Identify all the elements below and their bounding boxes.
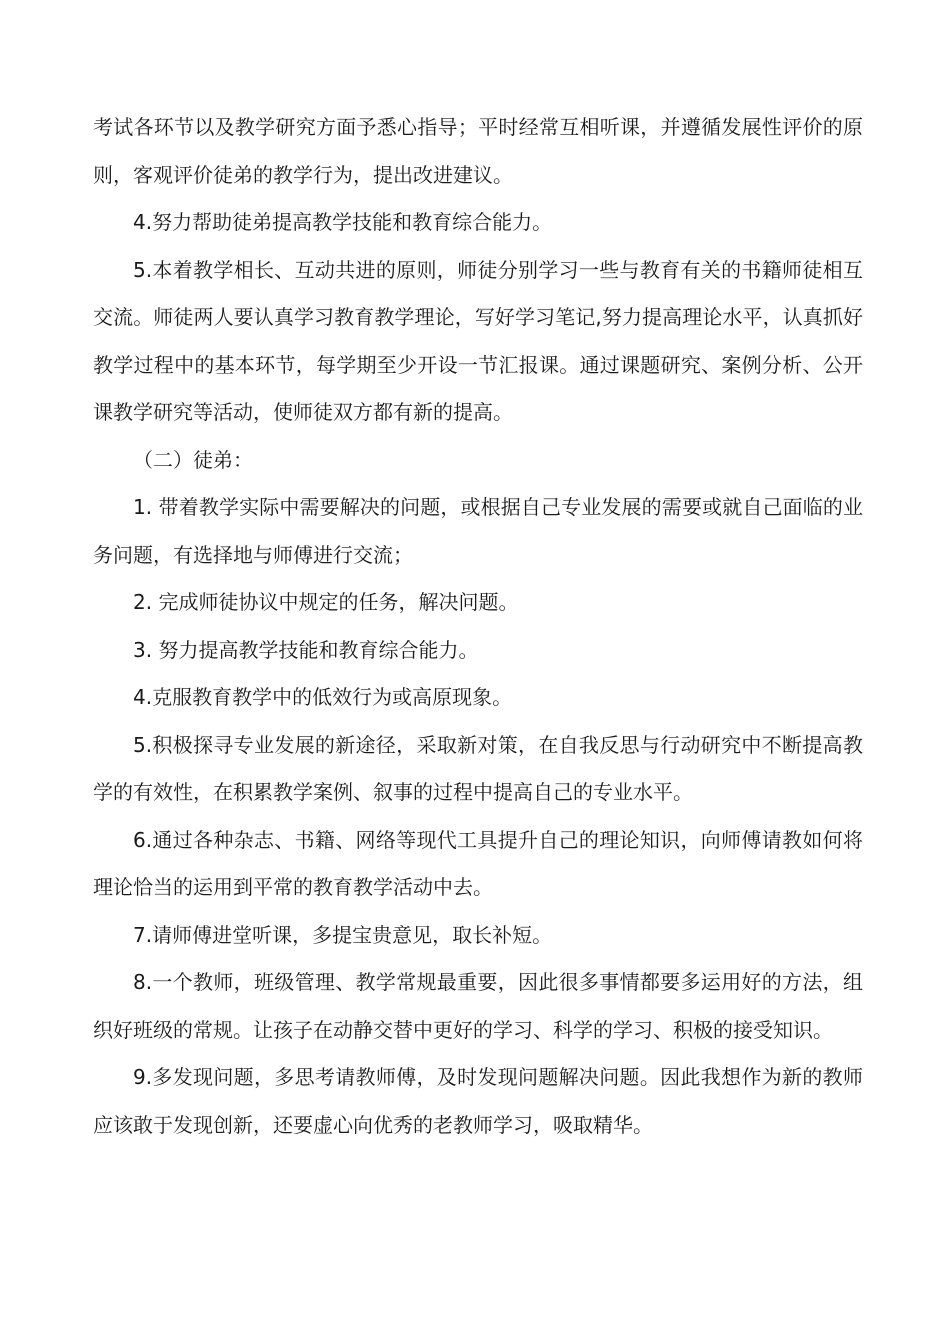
paragraph-mentor-item-4: 4.努力帮助徒弟提高教学技能和教育综合能力。: [133, 210, 553, 234]
paragraph-apprentice-item-9: 9.多发现问题，多思考请教师傅，及时发现问题解决问题。因此我想作为新的教师应该敢于发现创新，还要虚心向优秀的老教师学习，吸取精华。: [93, 1065, 863, 1137]
paragraph-apprentice-item-3: 3. 努力提高教学技能和教育综合能力。: [133, 637, 479, 662]
paragraph-apprentice-item-4: 4.克服教育教学中的低效行为或高原现象。: [133, 685, 513, 709]
paragraph-apprentice-item-8: 8.一个教师，班级管理、教学常规最重要，因此很多事情都要多运用好的方法，组织好班级的常规。让孩子在动静交替中更好的学习、科学的学习、积极的接受知识。: [93, 970, 863, 1042]
paragraph-continuation: 考试各环节以及教学研究方面予悉心指导；平时经常互相听课，并遵循发展性评价的原则，客观评价徒弟的教学行为，提出改进建议。: [93, 115, 863, 187]
document-body: [93, 104, 863, 1149]
paragraph-apprentice-item-2: 2. 完成师徒协议中规定的任务，解决问题。: [133, 590, 519, 614]
section-heading-apprentice: （二）徒弟：: [133, 447, 253, 472]
paragraph-apprentice-item-1: 1. 带着教学实际中需要解决的问题，或根据自己专业发展的需要或就自己面临的业务问题，有选择地与师傅进行交流；: [93, 495, 863, 567]
paragraph-apprentice-item-7: 7.请师傅进堂听课，多提宝贵意见，取长补短。: [133, 922, 553, 947]
paragraph-apprentice-item-6: 6.通过各种杂志、书籍、网络等现代工具提升自己的理论知识，向师傅请教如何将理论恰当的运用到平常的教育教学活动中去。: [93, 827, 863, 899]
paragraph-mentor-item-5: 5.本着教学相长、互动共进的原则，师徒分别学习一些与教育有关的书籍师徒相互交流。师徒两人要认真学习教育教学理论，写好学习笔记,努力提高理论水平，认真抓好教学过程中的基本环节，每学期至少开设一节汇报课。通过课题研究、案例分析、公开课教学研究等活动，使师徒双方都有新的提高。: [93, 257, 863, 424]
paragraph-apprentice-item-5: 5.积极探寻专业发展的新途径，采取新对策，在自我反思与行动研究中不断提高教学的有效性，在积累教学案例、叙事的过程中提高自己的专业水平。: [93, 732, 863, 804]
